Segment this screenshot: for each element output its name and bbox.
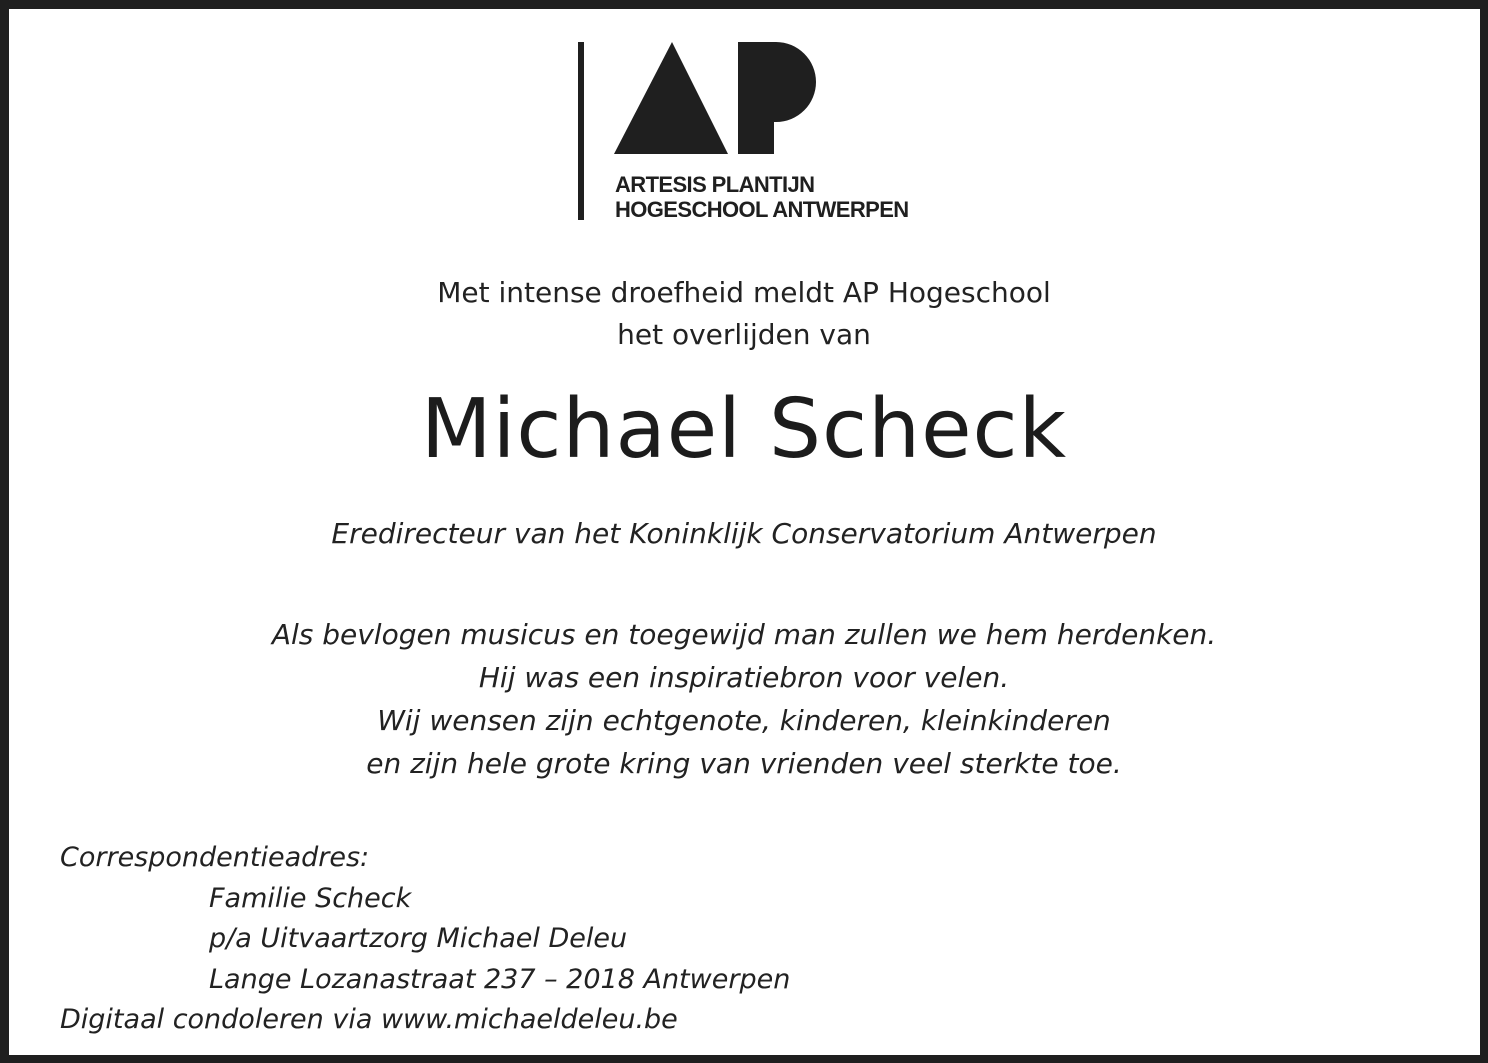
deceased-name: Michael Scheck	[420, 382, 1068, 477]
deceased-role: Eredirecteur van het Koninklijk Conservatorium Antwerpen	[331, 517, 1157, 550]
intro-line-1: Met intense droefheid meldt AP Hogeschool	[437, 276, 1051, 309]
address-line: Lange Lozanastraat 237 – 2018 Antwerpen	[209, 963, 791, 995]
tribute-line: Als bevlogen musicus en toegewijd man zullen we hem herdenken.	[271, 618, 1217, 651]
tribute-text	[0, 613, 1488, 785]
tribute-line: Hij was een inspiratiebron voor velen.	[478, 661, 1010, 694]
logo-name-line2: HOGESCHOOL ANTWERPEN	[615, 197, 909, 222]
ap-logo-mark-icon	[614, 40, 820, 156]
logo-vertical-bar	[578, 42, 584, 220]
logo-name-line1: ARTESIS PLANTIJN	[615, 172, 815, 197]
ap-logo	[578, 40, 958, 225]
tribute-line: Wij wensen zijn echtgenote, kinderen, kleinkinderen	[377, 704, 1111, 737]
intro-text	[0, 272, 1488, 356]
correspondence-block	[60, 838, 790, 1041]
correspondence-label: Correspondentieadres:	[60, 842, 370, 873]
address-line: p/a Uitvaartzorg Michael Deleu	[209, 923, 628, 954]
intro-line-2: het overlijden van	[617, 318, 871, 351]
condolence-text: Digitaal condoleren via www.michaeldeleu.be	[60, 1004, 678, 1035]
address-line: Familie Scheck	[209, 882, 412, 914]
logo-wordmark	[615, 172, 909, 222]
tribute-line: en zijn hele grote kring van vrienden veel sterkte toe.	[366, 747, 1122, 780]
